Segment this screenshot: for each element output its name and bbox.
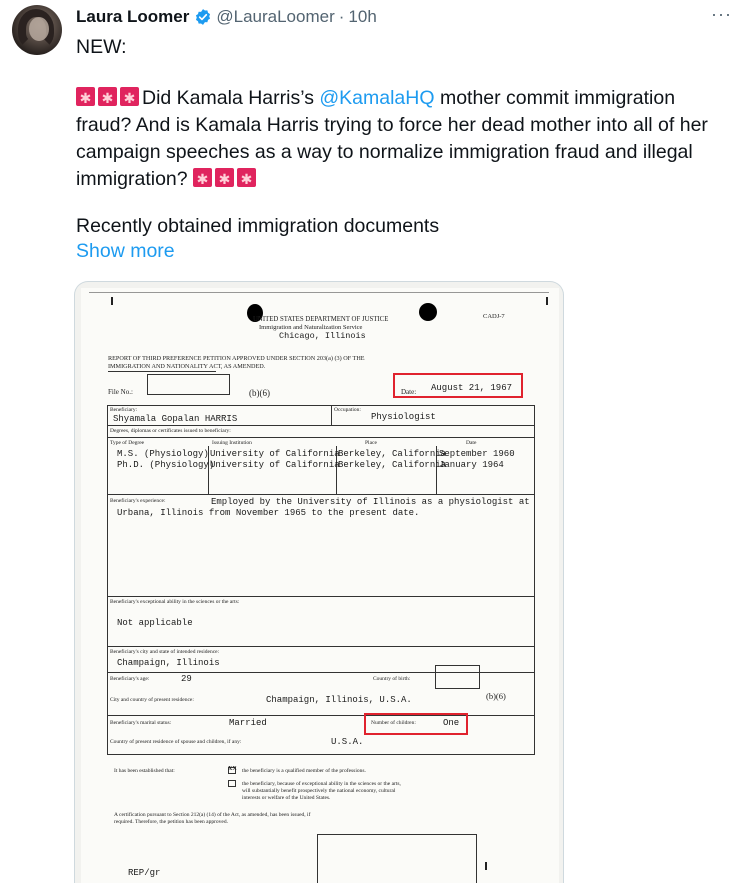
doc-header-city: Chicago, Illinois (279, 331, 366, 341)
tweet-line-new: NEW: (76, 36, 127, 58)
check-exceptional-line3: interests or welfare of the United States. (242, 795, 331, 801)
highlight-date (393, 373, 523, 398)
degree-2-place: Berkeley, California (338, 460, 447, 470)
date-label: Date: (401, 388, 417, 396)
show-more-link[interactable]: Show more (76, 240, 175, 262)
tweet-line-documents: Recently obtained immigration documents (76, 215, 440, 237)
police-siren-emoji (120, 87, 139, 106)
children-label: Number of children: (371, 720, 416, 726)
underline (108, 371, 216, 372)
redaction-code: (b)(6) (486, 691, 506, 701)
avatar-face (29, 17, 49, 41)
residence-label: Beneficiary's city and state of intended residence: (110, 649, 220, 655)
beneficiary-label: Beneficiary: (110, 407, 138, 413)
birth-label: Country of birth: (373, 676, 411, 682)
spouse-value: U.S.A. (331, 737, 364, 747)
col-date: Date (466, 440, 477, 446)
degrees-label: Degrees, diplomas or certificates issued to beneficiary: (110, 428, 231, 434)
spouse-label: Country of present residence of spouse and children, if any: (110, 739, 242, 745)
avatar[interactable] (12, 5, 62, 55)
police-siren-emoji (193, 168, 212, 187)
tweet-paragraph (76, 85, 716, 193)
degree-1-place: Berkeley, California (338, 449, 447, 459)
tweet-header (76, 6, 377, 28)
timestamp[interactable]: 10h (348, 7, 377, 26)
verified-badge-icon (194, 8, 212, 26)
police-siren-emoji (215, 168, 234, 187)
police-siren-emoji (76, 87, 95, 106)
punch-mark (485, 862, 487, 870)
marital-label: Beneficiary's marital status: (110, 720, 172, 726)
age-label: Beneficiary's age: (110, 676, 150, 682)
birth-field (435, 665, 480, 689)
form-code: CADJ-7 (483, 313, 505, 320)
check-exceptional-line1: the beneficiary, because of exceptional ability in the sciences or the arts, (242, 781, 401, 787)
occupation-label: Occupation: (334, 407, 361, 413)
checkbox-exceptional (228, 780, 236, 787)
file-no-field (147, 374, 230, 395)
degree-1-institution: University of California (210, 449, 340, 459)
row-line (107, 596, 535, 597)
scan-edge (89, 292, 549, 293)
signature-box (317, 834, 477, 883)
separator-dot: · (338, 7, 345, 26)
children-value: One (443, 718, 460, 728)
exceptional-label: Beneficiary's exceptional ability in the sciences or the arts: (110, 599, 240, 605)
doc-header-service: Immigration and Naturalization Service (259, 324, 363, 331)
redaction-blot (419, 303, 437, 321)
marital-value: Married (229, 718, 267, 728)
divider (331, 405, 332, 425)
police-siren-emoji (237, 168, 256, 187)
certification-line1: A certification pursuant to Section 212(a) (14) of the Act, as amended, has been issued, if (114, 812, 311, 818)
row-line (107, 425, 535, 426)
age-value: 29 (181, 674, 192, 684)
date-value: August 21, 1967 (431, 383, 513, 393)
redaction-code: (b)(6) (249, 388, 270, 398)
row-line (107, 437, 535, 438)
row-line (107, 494, 535, 495)
checkbox-mark: XX (228, 766, 237, 772)
degree-1-date: September 1960 (439, 449, 515, 459)
degree-2-date: January 1964 (439, 460, 504, 470)
present-residence-label: City and country of present residence: (110, 697, 194, 703)
experience-line1: Employed by the University of Illinois as a physiologist at (211, 497, 530, 507)
col-place: Place (365, 440, 377, 446)
exceptional-value: Not applicable (117, 618, 193, 628)
display-name[interactable]: Laura Loomer (76, 7, 190, 26)
beneficiary-value: Shyamala Gopalan HARRIS (113, 414, 238, 424)
mention-link[interactable]: @KamalaHQ (319, 87, 435, 109)
tweet-media-image[interactable] (74, 281, 564, 883)
report-title-line2: IMMIGRATION AND NATIONALITY ACT, AS AMENDED. (108, 363, 266, 370)
report-title-line1: REPORT OF THIRD PREFERENCE PETITION APPROVED UNDER SECTION 203(a) (3) OF THE (108, 355, 365, 362)
present-residence-value: Champaign, Illinois, U.S.A. (266, 695, 412, 705)
established-label: It has been established that: (114, 768, 175, 774)
residence-value: Champaign, Illinois (117, 658, 220, 668)
row-line (107, 646, 535, 647)
immigration-document (81, 288, 559, 883)
tweet-body-b: mother commit immigration fraud? And is Kamala Harris trying to force her dead mother into all of her campaign speeches as a way to normalize immigration fraud and illegal immigration? (76, 87, 708, 190)
col-degree: Type of Degree (110, 440, 145, 446)
degree-1-type: M.S. (Physiology) (117, 449, 209, 459)
doc-header-agency: UNITED STATES DEPARTMENT OF JUSTICE (253, 316, 389, 323)
highlight-children (364, 713, 468, 735)
file-no-label: File No.: (108, 388, 133, 396)
row-line (107, 715, 535, 716)
more-options-icon[interactable]: ··· (711, 4, 732, 24)
police-siren-emoji (98, 87, 117, 106)
punch-mark (111, 297, 113, 305)
tweet-body-a: Did Kamala Harris’s (142, 87, 320, 109)
occupation-value: Physiologist (371, 412, 436, 422)
handle[interactable]: @LauraLoomer (216, 7, 335, 26)
initials: REP/gr (128, 868, 161, 878)
check-exceptional-line2: will substantially benefit prospectively the national economy, cultural (242, 788, 396, 794)
check-professions-text: the beneficiary is a qualified member of the professions. (242, 768, 366, 774)
col-institution: Issuing Institution (212, 440, 252, 446)
certification-line2: required. Therefore, the petition has been approved. (114, 819, 228, 825)
degree-2-institution: University of California (210, 460, 340, 470)
punch-mark (546, 297, 548, 305)
experience-line2: Urbana, Illinois from November 1965 to the present date. (117, 508, 420, 518)
degree-2-type: Ph.D. (Physiology) (117, 460, 215, 470)
experience-label: Beneficiary's experience: (110, 498, 166, 504)
